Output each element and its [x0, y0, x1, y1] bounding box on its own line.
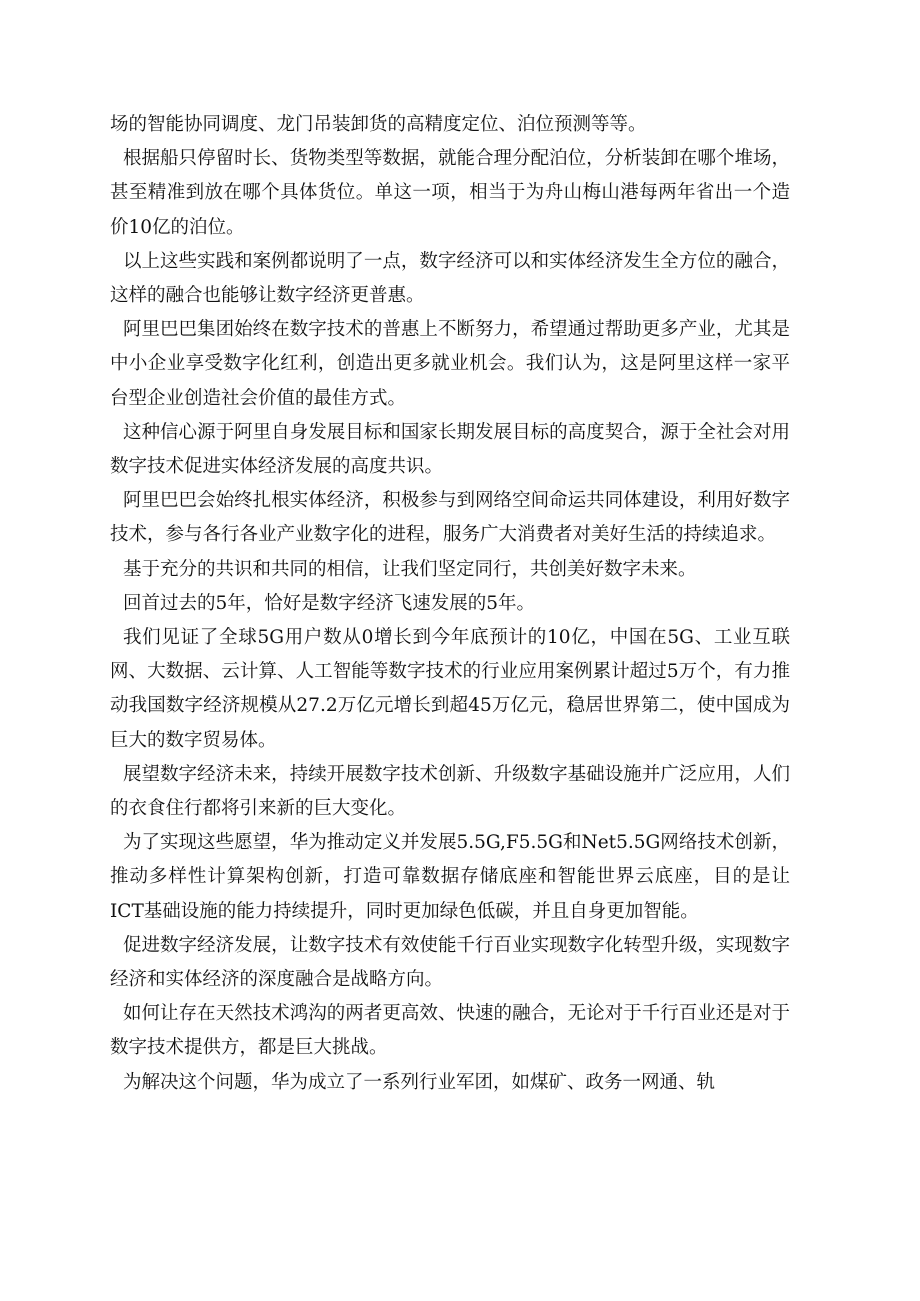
- paragraph: 我们见证了全球5G用户数从0增长到今年底预计的10亿，中国在5G、工业互联网、大数据、云计算、人工智能等数字技术的行业应用案例累计超过5万个，有力推动我国数字经济规模从27.2万亿元增长到超45万亿元，稳居世界第二，使中国成为巨大的数字贸易体。: [110, 627, 790, 751]
- paragraph: 这种信心源于阿里自身发展目标和国家长期发展目标的高度契合，源于全社会对用数字技术促进实体经济发展的高度共识。: [110, 421, 790, 478]
- paragraph: 阿里巴巴会始终扎根实体经济，积极参与到网络空间命运共同体建设，利用好数字技术，参与各行各业产业数字化的进程，服务广大消费者对美好生活的持续追求。: [110, 490, 790, 546]
- paragraph: 为了实现这些愿望，华为推动定义并发展5.5G,F5.5G和Net5.5G网络技术创新，推动多样性计算架构创新，打造可靠数据存储底座和智能世界云底座，目的是让ICT基础设施的能力持续提升，同时更加绿色低碳，并且自身更加智能。: [110, 832, 790, 922]
- paragraph: 基于充分的共识和共同的相信，让我们坚定同行，共创美好数字未来。: [122, 558, 697, 580]
- paragraph: 如何让存在天然技术鸿沟的两者更高效、快速的融合，无论对于千行百业还是对于数字技术提供方，都是巨大挑战。: [110, 1003, 790, 1059]
- paragraph: 促进数字经济发展，让数字技术有效使能千行百业实现数字化转型升级，实现数字经济和实体经济的深度融合是战略方向。: [110, 934, 790, 991]
- paragraph: 回首过去的5年，恰好是数字经济飞速发展的5年。: [122, 592, 535, 614]
- paragraph: 为解决这个问题，华为成立了一系列行业军团，如煤矿、政务一网通、轨: [122, 1071, 715, 1093]
- paragraph: 阿里巴巴集团始终在数字技术的普惠上不断努力，希望通过帮助更多产业，尤其是中小企业享受数字化红利，创造出更多就业机会。我们认为，这是阿里这样一家平台型企业创造社会价值的最佳方式。: [110, 319, 790, 409]
- paragraph: 根据船只停留时长、货物类型等数据，就能合理分配泊位，分析装卸在哪个堆场，甚至精准到放在哪个具体货位。单这一项，相当于为舟山梅山港每两年省出一个造价10亿的泊位。: [110, 148, 790, 238]
- paragraph: 展望数字经济未来，持续开展数字技术创新、升级数字基础设施并广泛应用，人们的衣食住行都将引来新的巨大变化。: [110, 763, 790, 820]
- paragraph: 场的智能协同调度、龙门吊装卸货的高精度定位、泊位预测等等。: [110, 114, 647, 135]
- document-body: [110, 108, 790, 1100]
- paragraph: 以上这些实践和案例都说明了一点，数字经济可以和实体经济发生全方位的融合，这样的融合也能够让数字经济更普惠。: [110, 250, 790, 307]
